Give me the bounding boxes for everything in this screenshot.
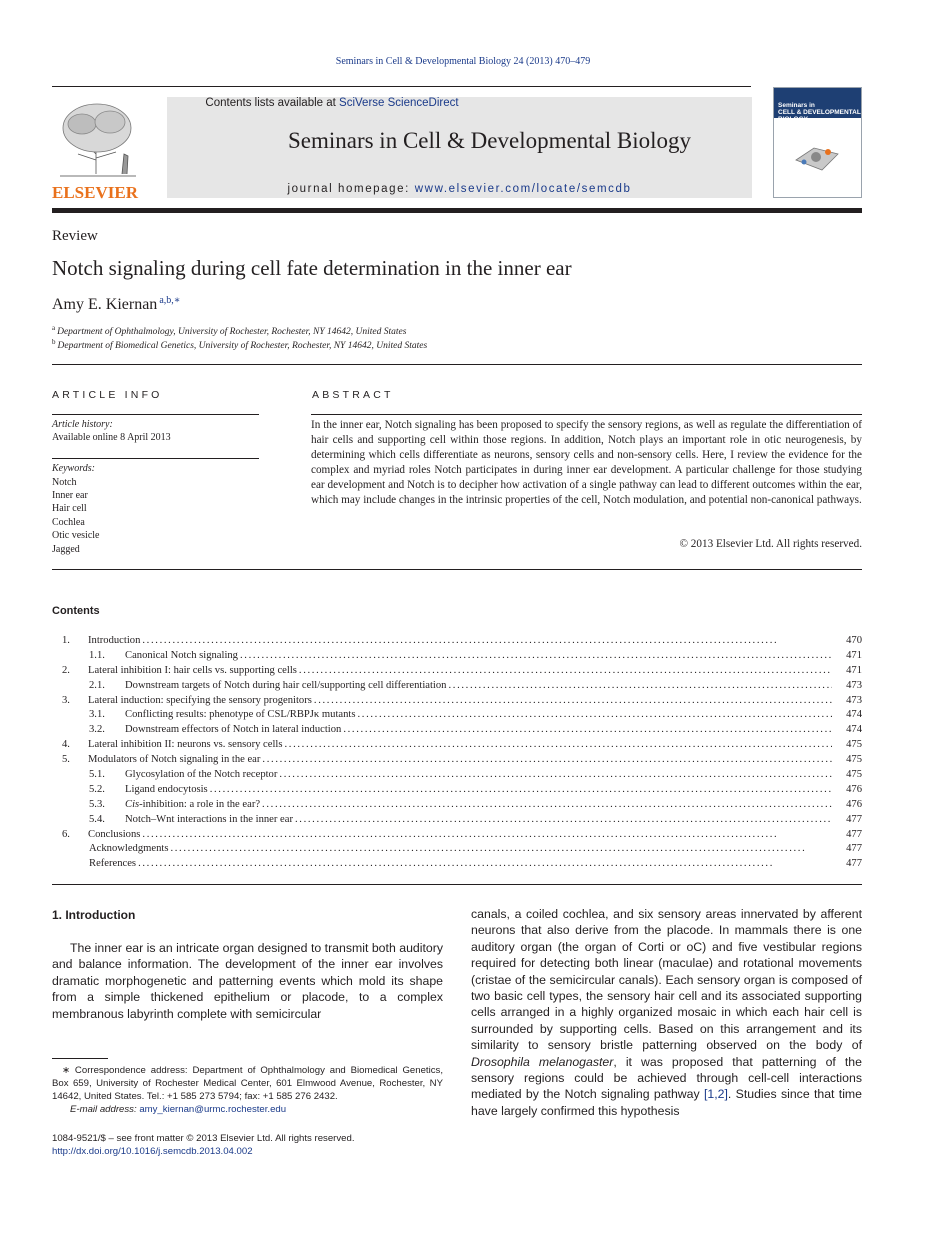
toc-leader [314, 695, 832, 706]
email-link[interactable]: amy_kiernan@urmc.rochester.edu [139, 1104, 287, 1115]
toc-entry[interactable] [52, 665, 862, 680]
abstract-copyright: © 2013 Elsevier Ltd. All rights reserved. [679, 538, 862, 550]
footnote-rule [52, 1058, 108, 1059]
email-label: E-mail address: [70, 1104, 140, 1115]
toc-leader [357, 709, 832, 720]
sciencedirect-link[interactable]: SciVerse ScienceDirect [339, 97, 459, 109]
footnote-mark: ∗ [62, 1065, 71, 1076]
toc-entry[interactable] [52, 769, 862, 784]
toc-number: 3.1. [89, 709, 105, 721]
toc-page-number: 473 [846, 679, 862, 691]
toc-title[interactable]: Conflicting results: phenotype of CSL/RBPJκ mutants [125, 709, 356, 721]
toc-number: 2.1. [89, 679, 105, 691]
body-paragraph: The inner ear is an intricate organ designed to transmit both auditory and balance information. The development of the inner ear involves dramatic morphogenetic and patterning events which mold its shape from a simple thickened epithelium or placode, to a complex membranous labyrinth complete with semicircular [52, 941, 443, 1021]
section-rule [52, 884, 862, 885]
toc-number: 5.3. [89, 798, 105, 810]
publisher-name: ELSEVIER [52, 183, 138, 202]
keywords-label: Keywords: [52, 463, 95, 474]
toc-number: 5.1. [89, 769, 105, 781]
toc-leader [170, 843, 832, 854]
article-title: Notch signaling during cell fate determination in the inner ear [52, 256, 572, 280]
toc-page-number: 477 [846, 813, 862, 825]
toc-title[interactable]: Notch–Wnt interactions in the inner ear [125, 813, 293, 825]
toc-entry[interactable] [52, 680, 862, 695]
issn-line: 1084-9521/$ – see front matter © 2013 Elsevier Ltd. All rights reserved. [52, 1133, 355, 1144]
keyword: Otic vesicle [52, 530, 100, 541]
toc-leader [343, 724, 832, 735]
toc-leader [299, 665, 832, 676]
toc-page-number: 475 [846, 739, 862, 751]
toc-title[interactable]: Glycosylation of the Notch receptor [125, 769, 278, 781]
toc-entry[interactable] [52, 784, 862, 799]
toc-number: 4. [62, 739, 70, 751]
keyword: Inner ear [52, 490, 88, 501]
body-paragraph [471, 906, 862, 1119]
journal-reference[interactable]: Seminars in Cell & Developmental Biology 24 (2013) 470–479 [335, 56, 591, 67]
toc-entry[interactable] [52, 635, 862, 650]
table-of-contents [52, 635, 862, 873]
toc-page-number: 474 [846, 724, 862, 736]
author-affiliation-marks[interactable]: a,b,∗ [159, 295, 181, 306]
toc-title[interactable]: Modulators of Notch signaling in the ear [88, 754, 261, 766]
toc-leader [142, 829, 832, 840]
toc-entry[interactable] [52, 709, 862, 724]
toc-page-number: 471 [846, 664, 862, 676]
toc-number: 3.2. [89, 724, 105, 736]
cover-illustration-icon [792, 140, 844, 174]
toc-page-number: 471 [846, 649, 862, 661]
journal-title: Seminars in Cell & Developmental Biology [287, 128, 692, 153]
toc-page-number: 477 [846, 858, 862, 870]
cover-title-line: CELL & DEVELOPMENTAL [778, 109, 861, 117]
toc-entry[interactable] [52, 814, 862, 829]
abstract-heading: ABSTRACT [312, 389, 394, 401]
toc-entry[interactable] [52, 843, 862, 858]
toc-number: 5.2. [89, 783, 105, 795]
info-rule [52, 458, 259, 459]
toc-title[interactable]: Acknowledgments [89, 843, 169, 855]
toc-title[interactable]: References [89, 858, 137, 870]
cover-title [778, 102, 861, 123]
cover-title-line: BIOLOGY [778, 116, 808, 124]
abstract-text: In the inner ear, Notch signaling has been proposed to specify the sensory regions, as well as regulate the differentiation of hair cells and supporting cell within those regions. In addition, Notch plays an important role in otic neurogenesis, by determining which cells differentiate as neurons, sensory cells and non-sensory cells. Here, I review the evidence for the complex and myriad roles Notch participates in during inner ear development. A particular challenge for those studying ear development and Notch is to decipher how activation of a single pathway can lead to different outcomes within the ear, which may include changes in the intrinsic properties of the cell, Notch modulation, and potential non-canonical pathways. [311, 419, 862, 506]
toc-leader [210, 784, 832, 795]
toc-leader [448, 680, 832, 691]
toc-number: 5. [62, 754, 70, 766]
history-value: Available online 8 April 2013 [52, 432, 171, 443]
toc-page-number: 476 [846, 798, 862, 810]
toc-page-number: 470 [846, 635, 862, 646]
abstract-rule [311, 414, 862, 415]
citation-link[interactable]: [1,2] [703, 1087, 728, 1102]
toc-title[interactable]: Lateral inhibition II: neurons vs. sensory cells [88, 739, 283, 751]
toc-number: 2. [62, 664, 70, 676]
toc-leader [284, 739, 832, 750]
keyword: Cochlea [52, 517, 85, 528]
toc-leader [279, 769, 832, 780]
affiliation-mark: a [52, 324, 56, 332]
toc-leader [262, 799, 832, 810]
toc-title[interactable]: Conclusions [88, 828, 141, 840]
toc-title[interactable]: Ligand endocytosis [125, 783, 208, 795]
homepage-link[interactable]: www.elsevier.com/locate/semcdb [414, 183, 632, 195]
toc-entry[interactable] [52, 739, 862, 754]
correspondence-footnote [52, 1064, 443, 1104]
header-thick-rule [52, 208, 862, 213]
contents-heading: Contents [52, 605, 100, 617]
toc-page-number: 477 [846, 828, 862, 840]
toc-title[interactable]: Lateral inhibition I: hair cells vs. supporting cells [88, 664, 297, 676]
affiliation-text: Department of Biomedical Genetics, University of Rochester, Rochester, NY 14642, United States [57, 341, 428, 352]
toc-title[interactable]: Canonical Notch signaling [125, 649, 238, 661]
species-name: Drosophila melanogaster [471, 1054, 614, 1069]
toc-title[interactable]: Downstream targets of Notch during hair cell/supporting cell differentiation [125, 679, 447, 691]
toc-leader [295, 814, 832, 825]
author-name[interactable]: Amy E. Kiernan [52, 296, 158, 313]
history-label: Article history: [52, 419, 113, 430]
toc-leader [240, 650, 832, 661]
affiliation-mark: b [52, 338, 56, 346]
cover-title-line: Seminars in [778, 102, 815, 109]
toc-leader [138, 858, 832, 869]
author-line [52, 295, 181, 314]
toc-title[interactable]: Lateral induction: specifying the sensory progenitors [88, 694, 312, 706]
toc-entry[interactable] [52, 799, 862, 814]
affiliation [52, 324, 406, 337]
body-text: canals, a coiled cochlea, and six sensory areas innervated by afferent neurons that also derive from the placode. In mammals there is one auditory organ (the organ of Corti or oC) and five vestibular regions required for detecting both linear (maculae) and rotational movements (cristae of the semicircular canals). Each sensory organ is composed of two basic cell types, the sensory hair cell and its associated supporting cells arranged in a highly organized mosaic in which each hair cell is surrounded by supporting cells. Based on this arrangement and its similarity to sensory bristle patterning observed on the body of [471, 907, 862, 1053]
toc-page-number: 476 [846, 783, 862, 795]
toc-number: 6. [62, 828, 70, 840]
toc-entry[interactable] [52, 829, 862, 844]
toc-page-number: 477 [846, 843, 862, 855]
toc-leader [142, 635, 832, 646]
toc-entry[interactable] [52, 695, 862, 710]
section-rule [52, 569, 862, 570]
affiliation-text: Department of Ophthalmology, University of Rochester, Rochester, NY 14642, United States [57, 327, 407, 338]
footnote-email-line [70, 1104, 286, 1115]
elsevier-logo[interactable] [52, 94, 144, 202]
keyword: Jagged [52, 544, 80, 555]
toc-number: 3. [62, 694, 70, 706]
contents-prefix: Contents lists available at [205, 97, 340, 109]
toc-number: 1.1. [89, 649, 105, 661]
affiliation [52, 338, 427, 351]
journal-cover[interactable] [773, 87, 862, 198]
toc-number: 5.4. [89, 813, 105, 825]
section-rule [52, 364, 862, 365]
body-text: , it was proposed that patterning of the sensory regions could be achieved through cell-cell interactions mediated by the Notch signaling pathway [471, 1054, 862, 1102]
toc-page-number: 475 [846, 754, 862, 766]
elsevier-tree-icon [52, 94, 144, 202]
homepage-prefix: journal homepage: [287, 183, 415, 195]
toc-title[interactable]: Introduction [88, 635, 141, 646]
article-info-heading: ARTICLE INFO [52, 389, 163, 401]
keyword: Notch [52, 477, 77, 488]
header-rule [52, 86, 751, 87]
toc-page-number: 475 [846, 769, 862, 781]
body-text: . Studies since that time have largely confirmed this hypothesis [471, 1087, 863, 1118]
keyword: Hair cell [52, 503, 87, 514]
toc-number: 1. [62, 635, 70, 646]
contents-availability [167, 97, 497, 109]
info-rule [52, 414, 259, 415]
toc-page-number: 473 [846, 694, 862, 706]
toc-entry[interactable] [52, 724, 862, 739]
journal-homepage [167, 183, 752, 195]
toc-entry[interactable] [52, 650, 862, 665]
toc-title[interactable]: Downstream effectors of Notch in lateral induction [125, 724, 342, 736]
toc-entry[interactable] [52, 858, 862, 873]
footnote-text: Correspondence address: Department of Ophthalmology and Biomedical Genetics, Box 659, University of Rochester Medical Center, 601 Elmwood Avenue, Rochester, NY 14642, United States. Tel.: +1 585 273 5794; fax: +1 585 276 2432. [52, 1065, 443, 1103]
toc-page-number: 474 [846, 709, 862, 721]
doi-link[interactable]: http://dx.doi.org/10.1016/j.semcdb.2013.04.002 [52, 1146, 253, 1157]
section-heading-introduction: 1. Introduction [52, 908, 136, 922]
toc-leader [262, 754, 832, 765]
toc-entry[interactable] [52, 754, 862, 769]
toc-title[interactable]: Cis-inhibition: a role in the ear? [125, 798, 261, 810]
article-type: Review [52, 228, 98, 244]
italic-term: Cis [125, 798, 140, 810]
